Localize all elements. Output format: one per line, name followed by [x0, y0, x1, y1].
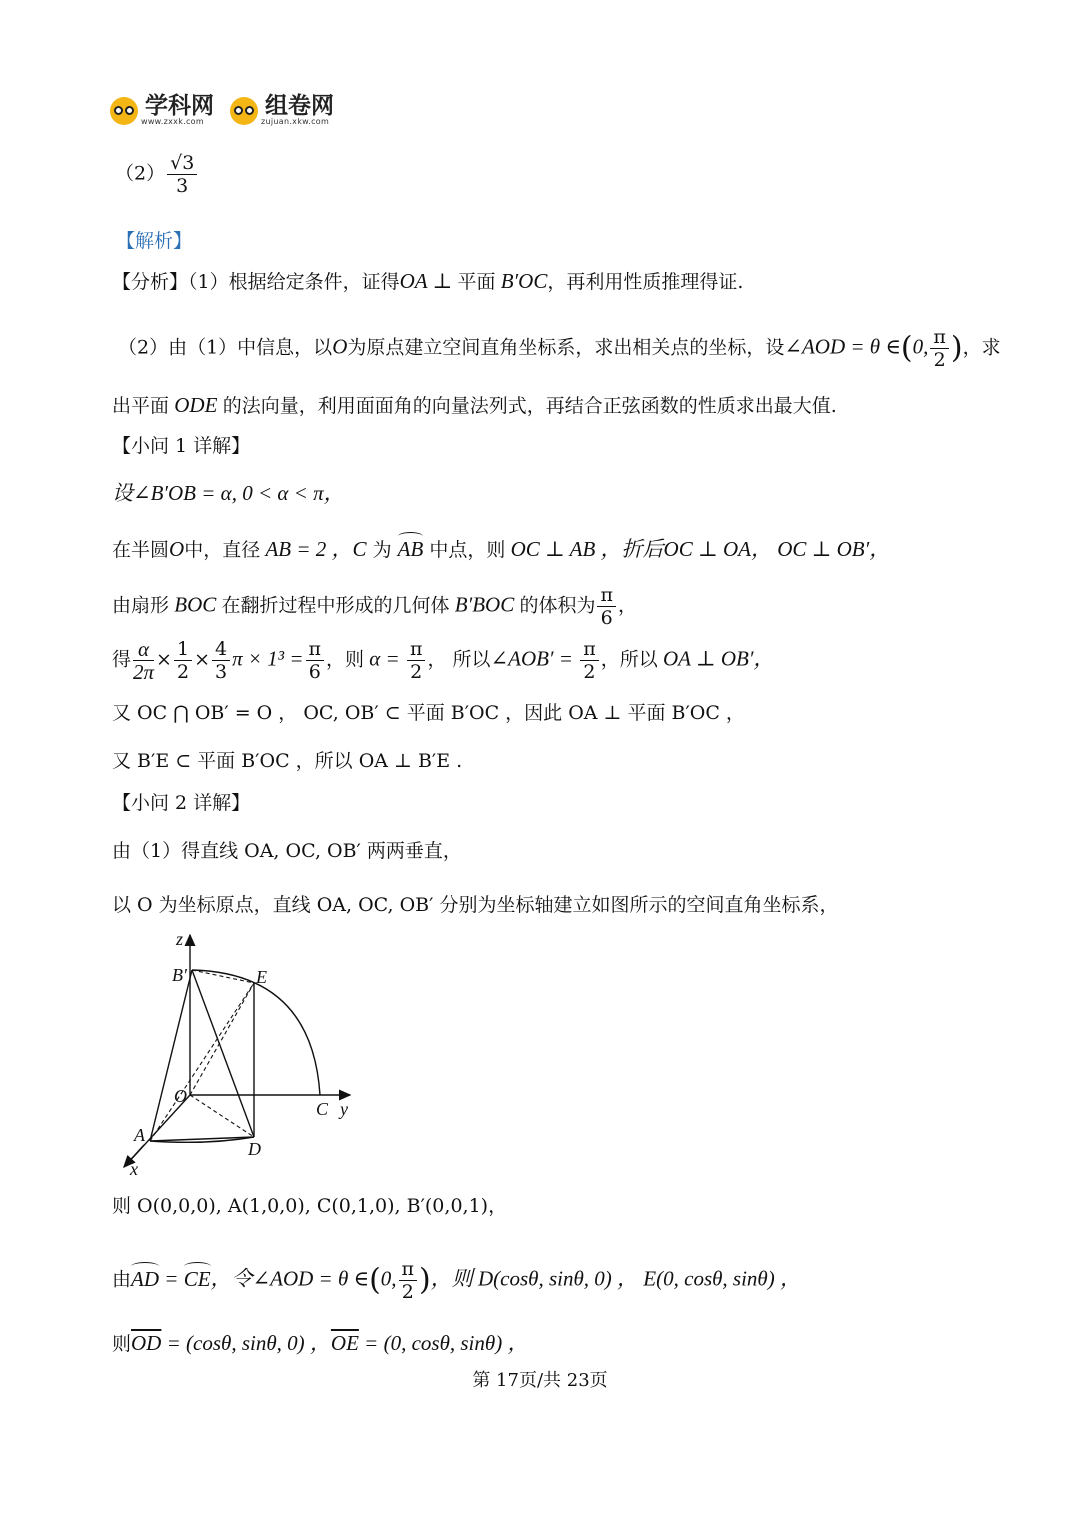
- owl-logo-icon: [110, 97, 138, 125]
- q1-line4: 得 $\frac{\alpha}{2\pi}$ × $\frac{1}{2}$ × $\frac{4}{3}$ π × 1³ = $\frac{\pi}{6}$ ，则 α = $\frac{\pi}{2}$ ， 所以∠AOB′ = $\frac{\pi}{2}$ ，所以 OA ⊥ OB′，: [112, 637, 775, 684]
- q1-line1: 设∠B′OB = α, 0 < α < π，: [112, 481, 345, 505]
- coordinate-figure: [112, 925, 372, 1180]
- q2-line3: 则 O(0,0,0), A(1,0,0), C(0,1,0), B′(0,0,1)，: [112, 1195, 508, 1217]
- logo1-url: www.zxxk.com: [141, 117, 204, 126]
- page-footer: 第 17页/共 23页: [472, 1370, 608, 1391]
- q2-line2: 以 O 为坐标原点，直线 OA, OC, OB′ 分别为坐标轴建立如图所示的空间直角坐标系，: [112, 894, 839, 916]
- edge-AE: [150, 983, 254, 1141]
- q1-title: 【小问 1 详解】: [112, 435, 251, 457]
- q2-line5: 则$\overline{OD} = (\cos\theta$, sinθ, 0) ，$\overline{OE} = (0$, cosθ, sinθ) ，: [112, 1331, 529, 1355]
- arc-BC: [192, 970, 320, 1095]
- q1-line3: 由扇形 BOC 在翻折过程中形成的几何体 B′BOC 的体积为 $\frac{\pi}{6}$ ，: [112, 584, 637, 629]
- label-D: D: [248, 1139, 261, 1159]
- label-x: x: [130, 1159, 138, 1179]
- analysis-p2: （2）由（1）中信息，以O为原点建立空间直角坐标系，求出相关点的坐标，设∠AOD = θ ∈(0, $\frac{\pi}{2}$ )，求: [118, 326, 1001, 371]
- q1-line5: 又 OC ⋂ OB′ = O ， OC, OB′ ⊂ 平面 B′OC ，因此 OA ⊥ 平面 B′OC ，: [112, 702, 745, 724]
- edge-OE: [190, 983, 254, 1095]
- label-y: y: [340, 1099, 348, 1119]
- analysis-p1: 【分析】（1）根据给定条件，证得OA ⊥ 平面 B′OC，再利用性质推理得证.: [112, 269, 744, 293]
- q2-line1: 由（1）得直线 OA, OC, OB′ 两两垂直，: [112, 840, 462, 862]
- label-O: O: [174, 1086, 187, 1106]
- label-z: z: [176, 929, 184, 949]
- label-A: A: [134, 1125, 145, 1145]
- header-logos: [110, 95, 334, 126]
- label-B: B′: [172, 965, 187, 985]
- logo2-url: zujuan.xkw.com: [261, 117, 330, 126]
- label-E: E: [256, 967, 267, 987]
- times-sign: ×: [194, 648, 210, 671]
- analysis-tag: 【解析】: [116, 230, 193, 252]
- answer-2: （2） $\frac{√3}{3}$: [115, 152, 199, 197]
- edge-OD: [190, 1095, 254, 1137]
- q2-title: 【小问 2 详解】: [112, 792, 251, 814]
- q2-line4: 由AD = CE，令∠AOD = θ ∈(0, $\frac{\pi}{2}$ )，则 D(cosθ, sinθ, 0) ， E(0, cosθ, sinθ) ，: [112, 1258, 801, 1303]
- q1-line6: 又 B′E ⊂ 平面 B′OC ，所以 OA ⊥ B′E .: [112, 750, 463, 772]
- edge-BE: [192, 970, 254, 983]
- logo1-name: 学科网: [145, 93, 214, 119]
- q1-line2: 在半圆O中，直径 AB = 2 ，C 为 AB 中点，则 OC ⊥ AB ，折后OC ⊥ OA， OC ⊥ OB′，: [112, 537, 891, 561]
- logo2-name: 组卷网: [265, 93, 334, 119]
- analysis-p3: 出平面 ODE 的法向量，利用面面角的向量法列式，再结合正弦函数的性质求出最大值.: [112, 393, 837, 417]
- edge-BD: [192, 970, 254, 1137]
- owl-logo-icon-2: [230, 97, 258, 125]
- label-C: C: [316, 1099, 329, 1119]
